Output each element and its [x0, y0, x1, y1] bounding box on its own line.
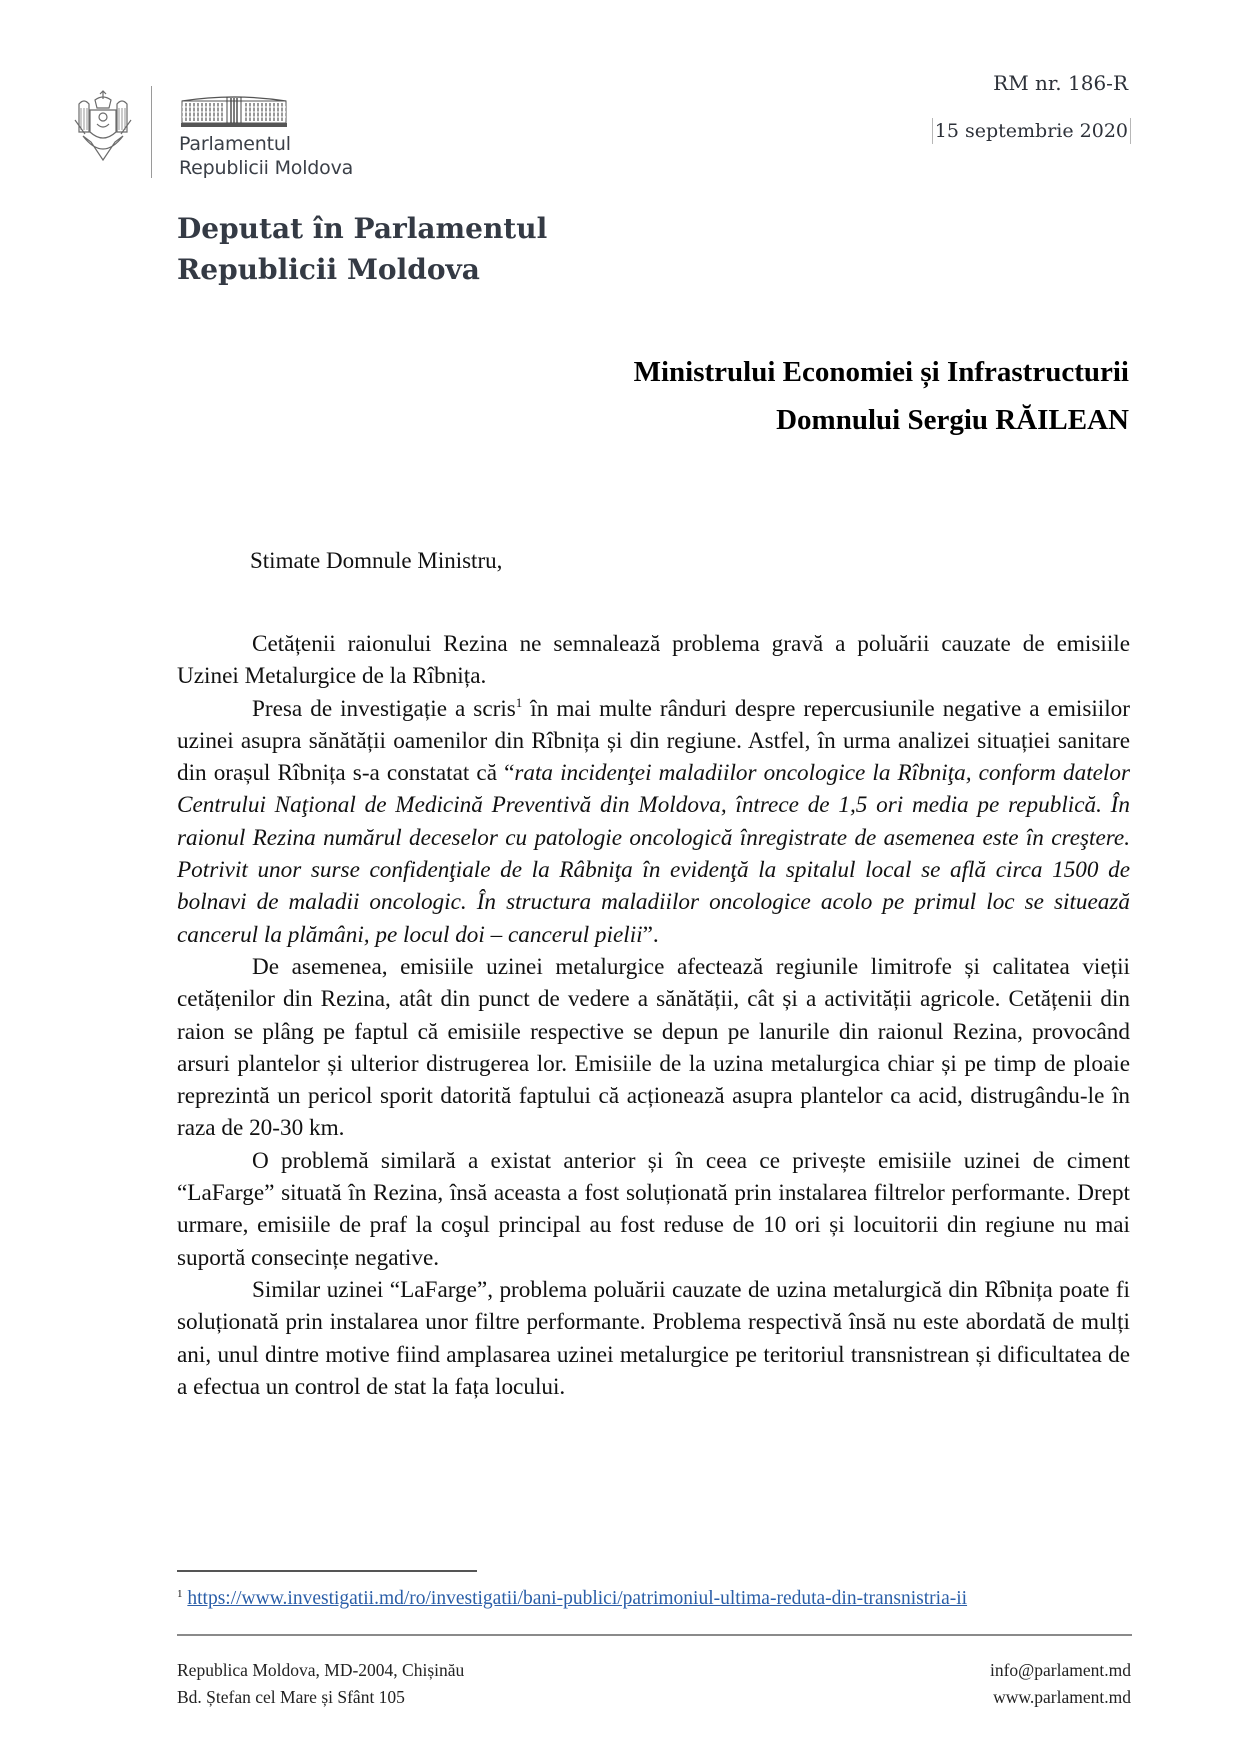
paragraph-2: [177, 693, 1130, 951]
sender-line2: Republicii Moldova: [177, 253, 480, 286]
footnote: [177, 1583, 1132, 1610]
paragraph-2-intro: Presa de investigație a scris: [252, 695, 516, 722]
paragraph-3: De asemenea, emisiile uzinei metalurgice afectează regiunile limitrofe și calitatea vieții cetățenilor din Rezina, atât din punct de vedere a sănătății, cât și a activității agricole. Cetățenii din raion se plâng pe faptul că emisiile respective se depun pe lanurile din raionul Rezina, provocând arsuri plantelor și ulterior distrugerea lor. Emisiile de la uzina metalurgica chiar și pe timp de ploaie reprezintă un pericol sporit datorită faptului că acționează asupra plantelor ca acid, distrugându-le în raza de 20-30 km.: [177, 953, 1130, 1142]
reference-number: RM nr. 186-R: [993, 71, 1128, 95]
addressee-name: Domnului Sergiu RĂILEAN: [776, 404, 1129, 436]
paragraph-2-text: în mai multe rânduri despre repercusiunile negative a emisiilor uzinei asupra sănătății oamenilor din Rîbnița și din regiune. Astfel, în urma analizei situației sanitare din orașul Rîbnița s-a constatat că “: [177, 695, 1130, 787]
footnote-separator: [177, 1570, 477, 1572]
paragraph-5: Similar uzinei “LaFarge”, problema poluării cauzate de uzina metalurgică din Rîbnița poate fi soluționată prin instalarea unor filtre performante. Problema respectivă însă nu este abordată de mulți ani, unul dintre motive fiind amplasarea uzinei metalurgice pe teritoriul transnistrean și dificultatea de a efectua un control de stat la fața locului.: [177, 1276, 1130, 1400]
addressee-block: [634, 348, 1129, 444]
coat-of-arms-icon: [73, 90, 133, 162]
org-name-line2: Republicii Moldova: [179, 157, 354, 179]
logo-divider: [151, 86, 152, 178]
sender-title: [177, 208, 547, 290]
greeting: Stimate Domnule Ministru,: [250, 548, 503, 573]
addressee-ministry: Ministrului Economiei și Infrastructurii: [633, 356, 1129, 388]
footnote-link[interactable]: https://www.investigatii.md/ro/investigatii/bani-publici/patrimoniul-ultima-reduta-din-transnistria-ii: [187, 1588, 968, 1609]
footer-website[interactable]: www.parlament.md: [993, 1687, 1131, 1707]
footer-email[interactable]: info@parlament.md: [989, 1660, 1131, 1680]
document-date: 15 septembrie 2020: [932, 118, 1131, 144]
paragraph-1: Cetățenii raionului Rezina ne semnalează problema gravă a poluării cauzate de emisiile Uzinei Metalurgice de la Rîbnița.: [177, 631, 1130, 690]
paragraph-4: O problemă similară a existat anterior și în ceea ce privește emisiile uzinei de ciment “LaFarge” situată în Rezina, însă aceasta a fost soluționată prin instalarea filtrelor performante. Drept urmare, emisiile de praf la coşul principal au fost reduse de 10 ori și locuitorii din regiune nu mai suportă consecințe negative.: [177, 1147, 1130, 1271]
footer-address-line2: Bd. Ștefan cel Mare și Sfânt 105: [177, 1687, 405, 1707]
letter-body: [177, 628, 1130, 1403]
footnote-mark: 1: [177, 1588, 183, 1600]
quoted-text: rata incidenţei maladiilor oncologice la Rîbniţa, conform datelor Centrului Naţional de Medicină Preventivă din Moldova, întrece de 1,5 ori media pe republică. În raionul Rezina numărul deceselor cu patologie oncologică înregistrate de asemenea este în creştere. Potrivit unor surse confidenţiale de la Râbniţa în evidenţă la spitalul local se află circa 1500 de bolnavi de maladii oncologic. În structura maladiilor oncologice acolo pe primul loc se situează cancerul la plămâni, pe locul doi – cancerul pielii: [177, 760, 1130, 948]
footer-address-line1: Republica Moldova, MD-2004, Chișinău: [177, 1660, 465, 1680]
footer-divider: [177, 1634, 1132, 1636]
footnote-reference[interactable]: 1: [515, 694, 523, 710]
quote-end: ”.: [642, 921, 659, 948]
sender-line1: Deputat în Parlamentul: [177, 212, 548, 245]
footer-contact: [990, 1657, 1131, 1711]
parliament-building-icon: [180, 91, 288, 128]
organization-name: [179, 132, 353, 180]
org-name-line1: Parlamentul: [179, 133, 291, 155]
footer-address: [177, 1657, 464, 1711]
